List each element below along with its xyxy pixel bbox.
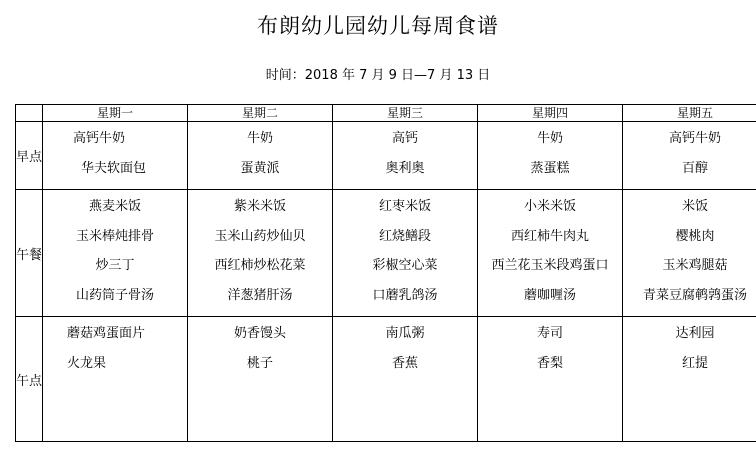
menu-cell-snack-wednesday <box>333 317 478 442</box>
menu-item: 蒸蛋糕 <box>530 160 570 176</box>
menu-cell-breakfast-friday <box>623 122 756 190</box>
menu-item: 青菜豆腐鹌鹑蛋汤 <box>642 287 747 303</box>
menu-cell-lunch-wednesday <box>333 190 478 317</box>
header-day-friday: 星期五 <box>623 105 756 122</box>
menu-item: 奥利奥 <box>385 160 425 176</box>
table-row-afternoon-snack <box>16 317 756 442</box>
menu-item: 洋葱猪肝汤 <box>227 287 293 303</box>
menu-item: 樱桃肉 <box>675 228 715 244</box>
menu-cell-breakfast-wednesday <box>333 122 478 190</box>
table-row-lunch <box>16 190 756 317</box>
menu-item: 西红柿牛肉丸 <box>510 228 589 244</box>
menu-item: 红枣米饭 <box>378 199 431 214</box>
header-day-monday: 星期一 <box>43 105 188 122</box>
menu-item: 彩椒空心菜 <box>372 258 438 273</box>
menu-item: 达利园 <box>675 326 715 341</box>
menu-item: 西红柿炒松花菜 <box>214 258 306 273</box>
menu-item: 寿司 <box>536 326 563 341</box>
menu-item: 蘑菇鸡蛋面片 <box>67 326 146 341</box>
menu-item: 南瓜粥 <box>385 326 425 341</box>
menu-item: 紫米米饭 <box>233 199 286 214</box>
row-label-breakfast: 早点 <box>16 122 43 190</box>
menu-item: 蘑咖喱汤 <box>523 287 576 303</box>
row-label-lunch: 午餐 <box>16 190 43 317</box>
date-range: 时间：2018 年 7 月 9 日—7 月 13 日 <box>265 68 491 83</box>
header-day-thursday: 星期四 <box>478 105 623 122</box>
menu-item: 玉米棒炖排骨 <box>75 228 154 244</box>
menu-item: 火龙果 <box>67 355 107 371</box>
menu-item: 高钙牛奶 <box>668 131 721 146</box>
menu-cell-lunch-friday <box>623 190 756 317</box>
header-day-wednesday: 星期三 <box>333 105 478 122</box>
menu-item: 玉米山药炒仙贝 <box>214 228 306 244</box>
menu-cell-breakfast-thursday <box>478 122 623 190</box>
menu-item: 米饭 <box>681 199 708 214</box>
row-label-afternoon-snack: 午点 <box>16 317 43 442</box>
menu-cell-breakfast-monday <box>43 122 188 190</box>
menu-cell-snack-thursday <box>478 317 623 442</box>
menu-item: 玉米鸡腿菇 <box>662 258 728 273</box>
menu-item: 牛奶 <box>246 131 273 146</box>
menu-item: 香蕉 <box>391 355 418 371</box>
header-day-tuesday: 星期二 <box>188 105 333 122</box>
menu-cell-snack-tuesday <box>188 317 333 442</box>
menu-item: 香梨 <box>536 355 563 371</box>
header-corner-cell <box>16 105 43 122</box>
menu-cell-snack-monday <box>43 317 188 442</box>
menu-cell-snack-friday <box>623 317 756 442</box>
menu-item: 红烧鳝段 <box>378 228 431 244</box>
menu-item: 口蘑乳鸽汤 <box>372 287 438 303</box>
menu-item: 小米米饭 <box>523 199 576 214</box>
menu-cell-lunch-thursday <box>478 190 623 317</box>
menu-item: 牛奶 <box>536 131 563 146</box>
page-title: 布朗幼儿园幼儿每周食谱 <box>257 14 499 38</box>
menu-cell-breakfast-tuesday <box>188 122 333 190</box>
menu-item: 山药筒子骨汤 <box>75 287 154 303</box>
menu-item: 百醇 <box>681 160 708 176</box>
table-header-row <box>16 105 756 122</box>
menu-item: 蛋黄派 <box>240 160 280 176</box>
menu-item: 炒三丁 <box>95 258 135 273</box>
menu-item: 高钙牛奶 <box>73 131 126 146</box>
menu-cell-lunch-monday <box>43 190 188 317</box>
menu-item: 西兰花玉米段鸡蛋口 <box>491 258 609 273</box>
menu-item: 红提 <box>681 355 708 371</box>
menu-item: 华夫软面包 <box>81 160 147 176</box>
menu-item: 高钙 <box>391 131 418 146</box>
table-row-breakfast <box>16 122 756 190</box>
weekly-menu-table <box>15 104 756 442</box>
menu-item: 燕麦米饭 <box>88 199 141 214</box>
menu-item: 桃子 <box>246 355 273 371</box>
menu-cell-lunch-tuesday <box>188 190 333 317</box>
menu-item: 奶香馒头 <box>233 326 286 341</box>
